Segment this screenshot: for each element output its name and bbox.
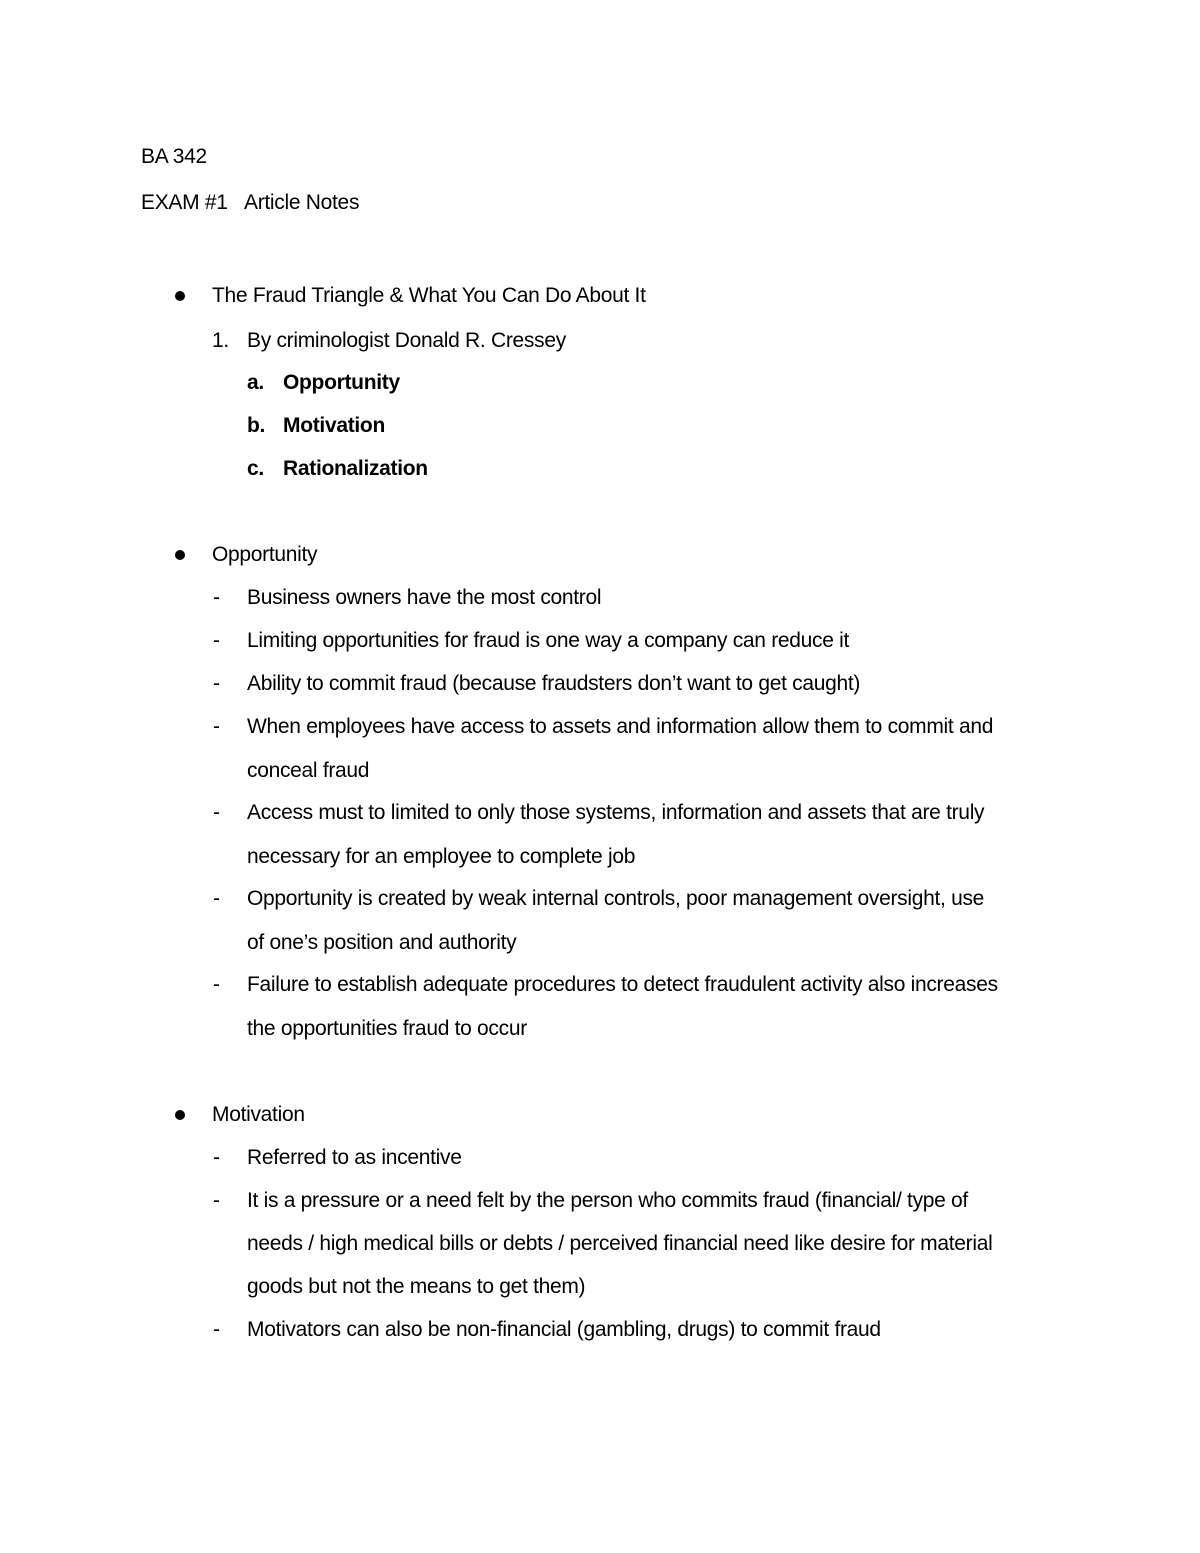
list-item-continuation: conceal fraud	[247, 759, 370, 782]
dash-marker: -	[213, 1189, 220, 1212]
list-item: Business owners have the most control	[247, 586, 602, 609]
list-item-continuation: the opportunities fraud to occur	[247, 1017, 527, 1040]
dash-marker: -	[213, 973, 220, 996]
list-item: Referred to as incentive	[247, 1146, 462, 1169]
list-item-continuation: needs / high medical bills or debts / perceived financial need like desire for material	[247, 1232, 993, 1255]
list-item-continuation: necessary for an employee to complete job	[247, 845, 636, 868]
list-item-continuation: goods but not the means to get them)	[247, 1275, 586, 1298]
dash-marker: -	[213, 1146, 220, 1169]
list-item: By criminologist Donald R. Cressey	[247, 329, 566, 352]
bullet-icon	[175, 550, 185, 560]
list-letter: a.	[247, 371, 264, 394]
bullet-icon	[175, 291, 185, 301]
list-item-opportunity: Opportunity	[283, 371, 400, 394]
list-item-motivation: Motivation	[283, 414, 385, 437]
list-item-continuation: of one’s position and authority	[247, 931, 517, 954]
section-title-opportunity: Opportunity	[212, 543, 318, 566]
list-item: When employees have access to assets and information allow them to commit and	[247, 715, 994, 738]
list-item: Ability to commit fraud (because fraudsters don’t want to get caught)	[247, 672, 861, 695]
list-letter: c.	[247, 457, 264, 480]
list-item-rationalization: Rationalization	[283, 457, 428, 480]
exam-title: EXAM #1	[141, 191, 228, 214]
list-item: Limiting opportunities for fraud is one way a company can reduce it	[247, 629, 850, 652]
dash-marker: -	[213, 672, 220, 695]
exam-subtitle: Article Notes	[244, 191, 360, 214]
dash-marker: -	[213, 629, 220, 652]
bullet-icon	[175, 1110, 185, 1120]
list-item: Failure to establish adequate procedures to detect fraudulent activity also increases	[247, 973, 998, 996]
dash-marker: -	[213, 887, 220, 910]
dash-marker: -	[213, 801, 220, 824]
list-item: Opportunity is created by weak internal controls, poor management oversight, use	[247, 887, 985, 910]
list-item: Motivators can also be non-financial (gambling, drugs) to commit fraud	[247, 1318, 881, 1341]
list-letter: b.	[247, 414, 266, 437]
list-number: 1.	[212, 329, 229, 352]
section-title-fraud-triangle: The Fraud Triangle & What You Can Do About It	[212, 284, 646, 307]
list-item: Access must to limited to only those systems, information and assets that are truly	[247, 801, 985, 824]
list-item: It is a pressure or a need felt by the person who commits fraud (financial/ type of	[247, 1189, 968, 1212]
course-code: BA 342	[141, 145, 207, 168]
dash-marker: -	[213, 1318, 220, 1341]
dash-marker: -	[213, 715, 220, 738]
section-title-motivation: Motivation	[212, 1103, 305, 1126]
dash-marker: -	[213, 586, 220, 609]
